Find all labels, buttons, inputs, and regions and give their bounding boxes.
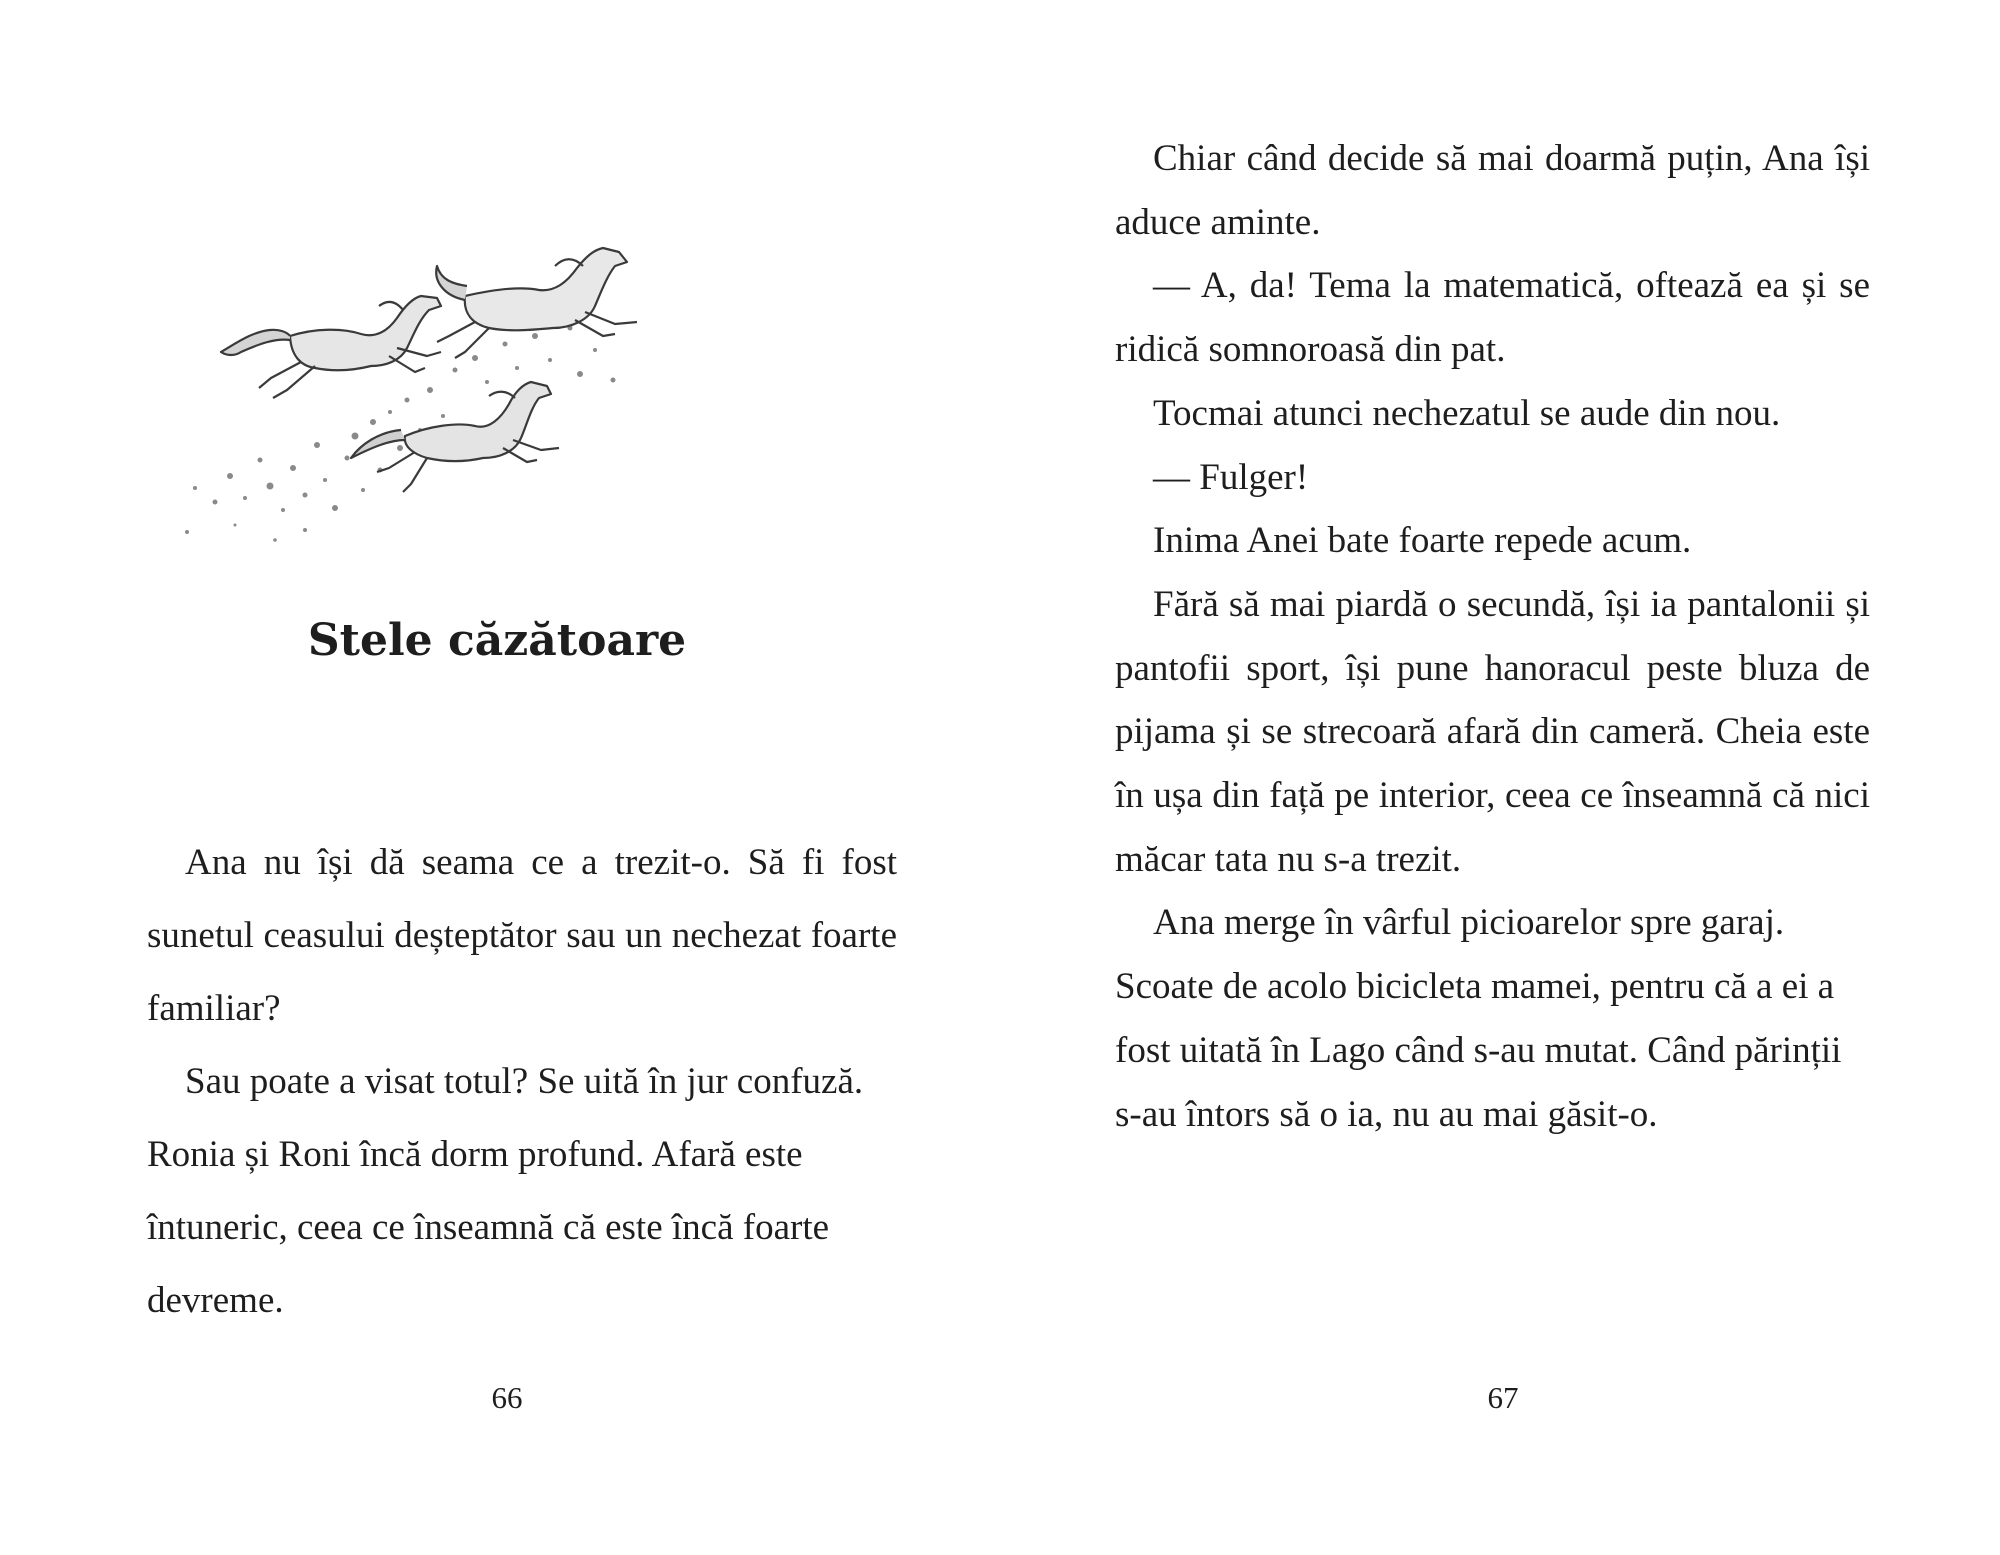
paragraph: Chiar când decide să mai doarmă puțin, Ana își aduce aminte.	[1115, 138, 1870, 243]
left-text-block	[147, 826, 897, 1337]
chapter-title: Stele căzătoare	[307, 615, 687, 666]
dialogue-paragraph: — A, da! Tema la matematică, oftează ea și se ridică somnoroasă din pat.	[1115, 265, 1870, 371]
galloping-horses-illustration	[175, 240, 755, 560]
paragraph: Ana merge în vârful picioarelor spre garaj. Scoate de acolo bicicleta mamei, pentru că a ei a fost uitată în Lago când s-au mutat. Când părinții s-au întors să o ia, nu au mai găsit-o.	[1115, 902, 1842, 1135]
horse-bottom	[351, 382, 559, 492]
paragraph: Ana nu își dă seama ce a trezit-o. Să fi fost sunetul ceasului deșteptător sau un nechezat foarte familiar?	[147, 842, 897, 1029]
horse-top	[436, 248, 637, 358]
paragraph: Fără să mai piardă o secundă, își ia pantalonii și pantofii sport, își pune hanoracul peste bluza de pijama și se strecoară afară din cameră. Cheia este în ușa din față pe interior, ceea ce înseamnă că nici măcar tata nu s-a trezit.	[1115, 583, 1870, 880]
paragraph: Tocmai atunci nechezatul se aude din nou.	[1153, 392, 1781, 434]
right-page	[1000, 0, 2000, 1555]
horse-left	[221, 296, 441, 398]
page-number-left: 66	[491, 1380, 523, 1415]
paragraph: Sau poate a visat totul? Se uită în jur confuză. Ronia și Roni încă dorm profund. Afară este întuneric, ceea ce înseamnă că este încă foarte devreme.	[147, 1061, 864, 1321]
paragraph: Inima Anei bate foarte repede acum.	[1153, 520, 1692, 562]
right-text-block	[1115, 127, 1870, 1146]
page-number-right: 67	[1487, 1380, 1519, 1415]
dialogue-paragraph: — Fulger!	[1153, 456, 1309, 498]
